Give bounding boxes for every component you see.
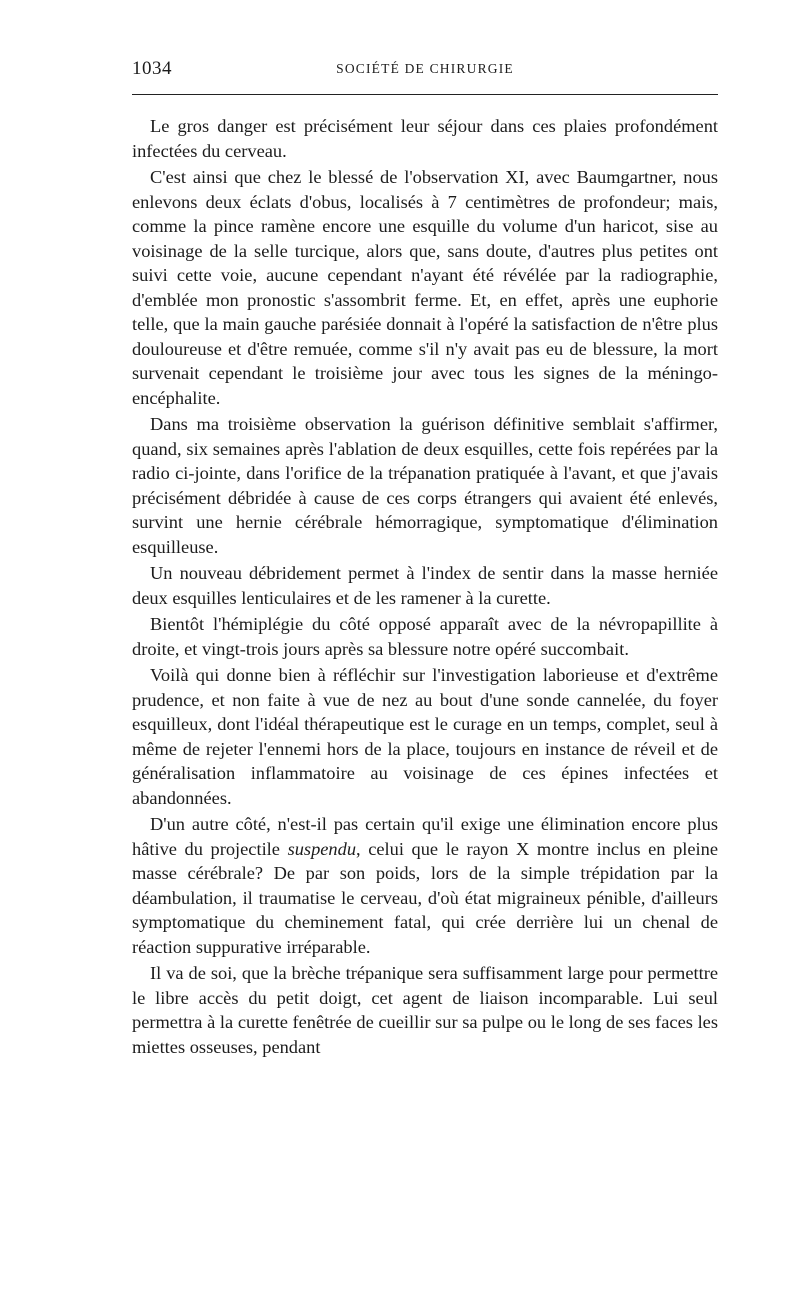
page [132,58,718,1059]
paragraph-5: Bientôt l'hémiplégie du côté opposé apparaît avec de la névropapillite à droite, et vingt-trois jours après sa blessure notre opéré succombait. [132,614,718,659]
paragraph-2: C'est ainsi que chez le blessé de l'observation XI, avec Baumgartner, nous enlevons deux éclats d'obus, localisés à 7 centimètres de profondeur; mais, comme la pince ramène encore une esquille du volume d'un haricot, sise au voisinage de la selle turcique, alors que, sans doute, d'autres plus petites ont suivi cette voie, aucune cependant n'ayant été révélée par la radiographie, d'emblée mon pronostic s'assombrit ferme. Et, en effet, après une euphorie telle, que la main gauche parésiée donnait à l'opéré la satisfaction de n'être plus douloureuse et d'être remuée, comme s'il n'y avait pas eu de blessure, la mort survenait cependant le troisième jour avec tous les signes de la méningo-encéphalite. [132,167,718,408]
paragraph-1: Le gros danger est précisément leur séjour dans ces plaies profondément infectées du cerveau. [132,116,718,161]
paragraph-7 [132,812,718,959]
italic-term: suspendu [287,838,357,859]
paragraph-8: Il va de soi, que la brèche trépanique sera suffisamment large pour permettre le libre accès du petit doigt, cet agent de liaison incomparable. Lui seul permettra à la curette fenêtrée de cueillir sur sa pulpe ou le long de ses faces les miettes osseuses, pendant [132,963,718,1057]
running-title: SOCIÉTÉ DE CHIRURGIE [336,61,514,76]
paragraph-7-start: D'un autre côté, n'est-il pas certain qu'il exige une élimination encore plus hâtive du projectile [132,814,718,859]
header-rule [132,94,718,95]
paragraph-4: Un nouveau débridement permet à l'index de sentir dans la masse herniée deux esquilles lenticulaires et de les ramener à la curette. [132,563,718,608]
paragraph-7-end: , celui que le rayon X montre inclus en pleine masse cérébrale? De par son poids, lors de la simple trépidation par la déambulation, il traumatise le cerveau, d'où état migraineux pénible, d'ailleurs symptomatique du cheminement fatal, qui crée derrière lui un chenal de réaction suppurative irréparable. [132,838,719,957]
paragraph-6: Voilà qui donne bien à réfléchir sur l'investigation laborieuse et d'extrême prudence, et non faite à vue de nez au bout d'une sonde cannelée, du foyer esquilleux, dont l'idéal thérapeutique est le curage en un temps, complet, seul à même de rejeter l'ennemi hors de la place, toujours en instance de réveil et de généralisation inflammatoire au voisinage de ces épines infectées et abandonnées. [132,665,718,808]
running-head [132,58,718,84]
paragraph-3: Dans ma troisième observation la guérison définitive semblait s'affirmer, quand, six semaines après l'ablation de deux esquilles, cette fois repérées par la radio ci-jointe, dans l'orifice de la trépanation pratiquée à l'avant, et que j'avais précisément débridée à cause de ces corps étrangers qui avaient été enlevés, survint une hernie cérébrale hémorragique, symptomatique d'élimination esquilleuse. [132,414,718,557]
body-text [132,114,718,1059]
page-number: 1034 [132,58,172,79]
